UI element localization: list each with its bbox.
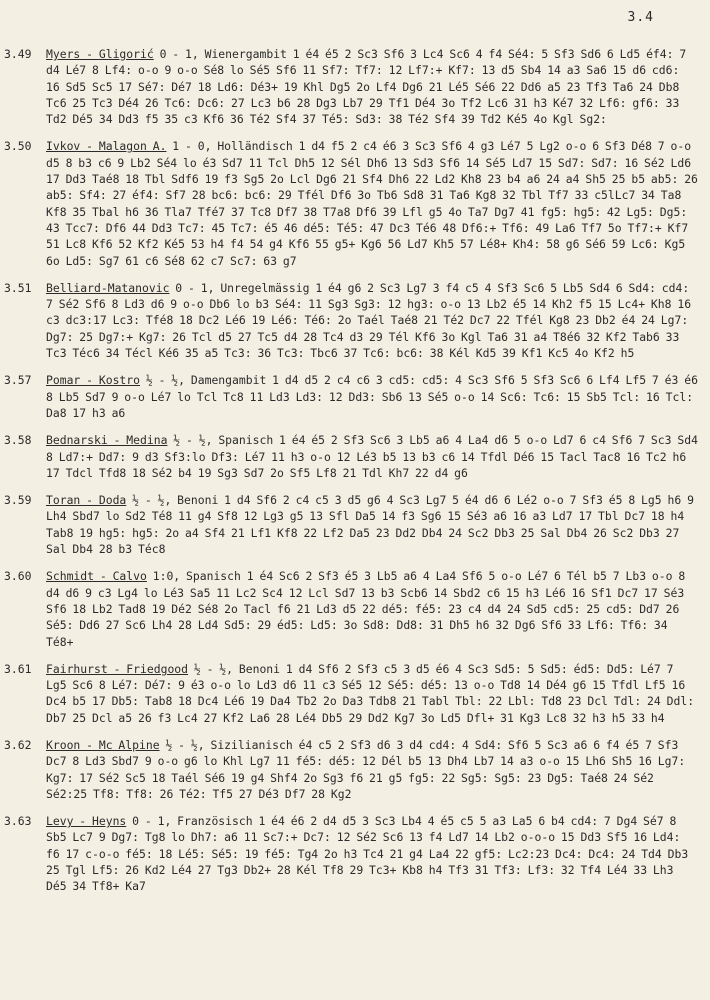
game-moves: 0 - 1, Französisch 1 é4 é6 2 d4 d5 3 Sc3 Lb4 4 é5 c5 5 a3 La5 6 b4 cd4: 7 Dg4 Sé7 8 Sb5 Lc7 9 Dg7: Tg8 lo Dh7: a6 11 Sc7:+ Dc7: 12 Sé2 Sc6 13 f4 Ld7 14 Lb2 o-o-o 15 Dd3 Sf5 16 Ld4: f6 17 c-o-o fé5: 18 Lé5: Sé5: 19 fé5: Tg4 2o h3 Tc4 21 g4 La4 22 gf5: Lc2:23 Dc4: Dc4: 24 Td4 Db3 25 Tgl Lf5: 26 Kd2 Lé4 27 Tg3 Db2+ 28 Kél Tf8 29 Tc3+ Kb8 h4 Tf3 31 Tf3: Lf3: 32 Tf4 Lé4 33 Lh3 Dé5 34 Tf8+ Ka7 [46,814,689,894]
game-text [46,661,698,726]
game-moves: ½ - ½, Sizilianisch é4 c5 2 Sf3 d6 3 d4 cd4: 4 Sd4: Sf6 5 Sc3 a6 6 f4 é5 7 Sf3 Dc7 8 Ld3 Sbd7 9 o-o g6 lo Khl Lg7 11 fé5: dé5: 12 Dél b5 13 Dh4 Lb7 14 a3 o-o 15 Lh6 Sh5 16 Lg7: Kg7: 17 Sé2 Sc5 18 Taél Sé6 19 g4 Shf4 2o Sg3 f6 21 g5 fg5: 22 Sg5: Sg5: 23 Dg5: Taé8 24 Sé2 Sé2:25 Tf8: Tf8: 26 Té2: Tf5 27 Dé3 Df7 28 Kg2 [46,737,686,801]
game-number: 3.58 [4,433,32,448]
game-text [46,492,698,557]
game-entry [4,737,698,802]
game-players: Schmidt - Calvo [46,569,147,584]
game-entry [4,46,698,127]
game-text [46,813,698,894]
game-number: 3.50 [4,139,32,154]
game-entry [4,280,698,361]
game-number: 3.61 [4,661,32,676]
game-text [46,432,698,481]
game-moves: ½ - ½, Benoni 1 d4 Sf6 2 Sf3 c5 3 d5 é6 4 Sc3 Sd5: 5 Sd5: éd5: Dd5: Lé7 7 Lg5 Sc6 8 Lé7: Dé7: 9 é3 o-o lo Ld3 d6 11 c3 Sé5 12 Sé5: dé5: 13 o-o Td8 14 Dé4 g6 15 Tfdl Lf5 16 Dc4 b5 17 Db5: Tab8 18 Dc4 Lé6 19 Da4 Tb2 2o Da3 Tdb8 21 Tabl Tbl: 22 Lbl: Td8 23 Dcl Tdl: 24 Ddl: Db7 25 Dcl a5 26 f3 Lc4 27 Kf2 La6 28 Lé4 Db5 29 Dd2 Kg7 3o Ld5 Dfl+ 31 Kg3 Lc8 32 h3 h5 33 h4 [46,661,695,725]
game-number: 3.59 [4,493,32,508]
game-number: 3.62 [4,737,32,752]
game-players: Pomar - Kostro [46,373,141,388]
game-entry [4,138,698,268]
game-entry [4,568,698,649]
game-players: Belliard-Matanovic [46,280,170,295]
game-entry [4,372,698,421]
game-text [46,46,698,127]
game-number: 3.51 [4,280,32,295]
game-players: Kroon - Mc Alpine [46,737,160,752]
game-players: Bednarski - Medina [46,433,168,448]
game-entry [4,432,698,481]
game-moves: 0 - 1, Unregelmässig 1 é4 g6 2 Sc3 Lg7 3 f4 c5 4 Sf3 Sc6 5 Lb5 Sd4 6 Sd4: cd4: 7 Sé2 Sf6 8 Ld3 d6 9 o-o Db6 lo b3 Sé4: 11 Sg3 Sg3: 12 hg3: o-o 13 Lb2 é5 14 Kh2 f5 15 Lc4+ Kh8 16 c3 dc3:17 Lc3: Tfé8 18 Dc2 Lé6 19 Lé6: Té6: 2o Taél Taé8 21 Té2 Dc7 22 Tfél Kg8 23 Db2 é4 24 Lg7: Dg7: 25 Dg7:+ Kg7: 26 Tcl d5 27 Tc5 d4 28 Tc4 d3 29 Tél Kf6 3o Kgl Ta6 31 a4 T8é6 32 Kf2 Tab6 33 Tc3 Téc6 34 Técl Ké6 35 a5 Tc3: 36 Tc3: Tbc6 37 Tc6: bc6: 38 Kél Kd5 39 Kf1 Kc5 4o Kf2 h5 [46,280,692,361]
game-entry [4,661,698,726]
game-moves: 1 - 0, Holländisch 1 d4 f5 2 c4 é6 3 Sc3 Sf6 4 g3 Lé7 5 Lg2 o-o 6 Sf3 Dé8 7 o-o d5 8 b3 c6 9 Lb2 Sé4 lo é3 Sd7 11 Tcl Dh5 12 Sél Dh6 13 Sd3 Sf6 14 Sé5 Ld7 15 Sd7: Sd7: 16 Sé2 Ld6 17 Dd3 Taé8 18 Tbl Sdf6 19 f3 Sg5 2o Lcl Dg6 21 Sf4 Dh6 22 Ld2 Kh8 23 b4 a6 24 a4 Sh5 25 b5 ab5: 26 ab5: Sf4: 27 éf4: Sf7 28 bc6: bc6: 29 Tfél Df6 3o Tb6 Sd8 31 Ta6 Kg8 32 Tbl Tf7 33 c5lLc7 34 Ta8 Kf8 35 Tbal h6 36 Tla7 Tfé7 37 Tc8 Df7 38 T7a8 Df6 39 Lfl g5 4o Ta7 Dg7 41 fg5: hg5: 42 Lg5: Dg5: 43 Tcc7: Df6 44 Dd3 Tc7: 45 Tc7: é5 46 dé5: Té5: 47 Dc3 Té6 48 Df6:+ Tf6: 49 La6 Tf7 5o Tf7:+ Kf7 51 Lc8 Kf6 52 Kf2 Ké5 53 h4 f4 54 g4 Kf6 55 g5+ Kg6 56 Ld7 Kh5 57 Lé8+ Kh4: 58 g6 Sé6 59 Lc6: Kg5 6o Ld5: Sg7 61 c6 Sé8 62 c7 Sc7: 63 g7 [46,139,698,268]
game-players: Myers - Gligorić [46,47,154,61]
game-moves: ½ - ½, Spanisch 1 é4 é5 2 Sf3 Sc6 3 Lb5 a6 4 La4 d6 5 o-o Ld7 6 c4 Sf6 7 Sc3 Sd4 8 Ld7:+ Dd7: 9 d3 Sf3:lo Df3: Lé7 11 h3 o-o 12 Lé3 b5 13 b3 c6 14 Tfdl Dé6 15 Tacl Tac8 16 Tc2 h6 17 Tdcl Tfd8 18 Sé2 b4 19 Sg3 Sd7 2o Sf5 Lf8 21 Tdl Kh7 22 d4 g6 [46,433,698,480]
game-players: Levy - Heyns [46,814,127,829]
games-list [4,46,698,906]
game-text [46,568,698,649]
game-number: 3.60 [4,569,32,584]
game-moves: 0 - 1, Wienergambit 1 é4 é5 2 Sc3 Sf6 3 Lc4 Sc6 4 f4 Sé4: 5 Sf3 Sd6 6 Ld5 éf4: 7 d4 Lé7 8 Lf4: o-o 9 o-o Sé8 lo Sé5 Sf6 11 Sf7: Tf7: 12 Lf7:+ Kf7: 13 d5 Sb4 14 a3 Sa6 15 d6 cd6: 16 Sd5 Sc5 17 Sé7: Dé7 18 Ld6: Dé3+ 19 Khl Dg5 2o Lf4 Dg6 21 Lé5 Sé6 22 Dd6 a5 23 Tf3 Ta6 24 Db8 Tc6 25 Tc3 Dé4 26 Tc6: Dc6: 27 Lc3 b6 28 Dg3 Lb7 29 Tf1 Dé4 3o Tf2 Lc6 31 h3 Ké7 32 Lf6: gf6: 33 Td2 Dé5 34 Dd3 f5 35 c3 Kf6 36 Té2 Sf4 37 Té5: Sd3: 38 Té2 Sf4 39 Td2 Ké5 4o Kgl Sg2: [46,47,687,127]
game-number: 3.49 [4,47,32,61]
game-players: Toran - Doda [46,493,127,508]
game-players: Fairhurst - Friedgood [46,661,189,676]
game-text [46,737,698,802]
game-entry [4,813,698,894]
game-entry [4,492,698,557]
game-number: 3.57 [4,373,32,388]
game-text [46,138,698,268]
page-number: 3.4 [627,10,654,25]
game-players: Ivkov - Malagon A. [46,139,167,154]
game-text [46,372,698,421]
game-moves: 1:0, Spanisch 1 é4 Sc6 2 Sf3 é5 3 Lb5 a6 4 La4 Sf6 5 o-o Lé7 6 Tél b5 7 Lb3 o-o 8 d4 d6 9 c3 Lg4 lo Lé3 Sa5 11 Lc2 Sc4 12 Lcl Sd7 13 b3 Scb6 14 Sbd2 c6 15 h3 Lé6 16 Sf1 Dc7 17 Sé3 Sf6 18 Lb2 Tad8 19 Dé2 Sé8 2o Tacl f6 21 Ld3 d5 22 dé5: fé5: 23 c4 d4 24 Sd5 cd5: 25 cd5: Dd7 26 Sé5: Dd6 27 Sc6 Lh4 28 Ld4 Sd5: 29 éd5: Ld5: 3o Sd8: Dd8: 31 Dh5 h6 32 Dg6 Sf6 33 Lf6: Tf6: 34 Té8+ [46,569,686,649]
game-moves: ½ - ½, Benoni 1 d4 Sf6 2 c4 c5 3 d5 g6 4 Sc3 Lg7 5 é4 d6 6 Lé2 o-o 7 Sf3 é5 8 Lg5 h6 9 Lh4 Sbd7 lo Sd2 Té8 11 g4 Sf8 12 Lg3 g5 13 Sfl Da5 14 f3 Sg6 15 Sé3 a6 16 a3 Ld7 17 Tbl Dc7 18 h4 Tab8 19 hg5: hg5: 2o a4 Sf4 21 Lf1 Kf8 22 Lf2 Da5 23 Dd2 Db4 24 Sc2 Db3 25 Sal Db4 26 Sc2 Db3 27 Sal Db4 28 b3 Téc8 [46,493,694,557]
game-number: 3.63 [4,814,32,829]
game-text [46,280,698,361]
game-moves: ½ - ½, Damengambit 1 d4 d5 2 c4 c6 3 cd5: cd5: 4 Sc3 Sf6 5 Sf3 Sc6 6 Lf4 Lf5 7 é3 é6 8 Lb5 Sd7 9 o-o Lé7 lo Tcl Tc8 11 Ld3 Ld3: 12 Dd3: Sb6 13 Sé5 o-o 14 Sc6: Tc6: 15 Sb5 Tcl: 16 Tcl: Da8 17 h3 a6 [46,373,698,420]
